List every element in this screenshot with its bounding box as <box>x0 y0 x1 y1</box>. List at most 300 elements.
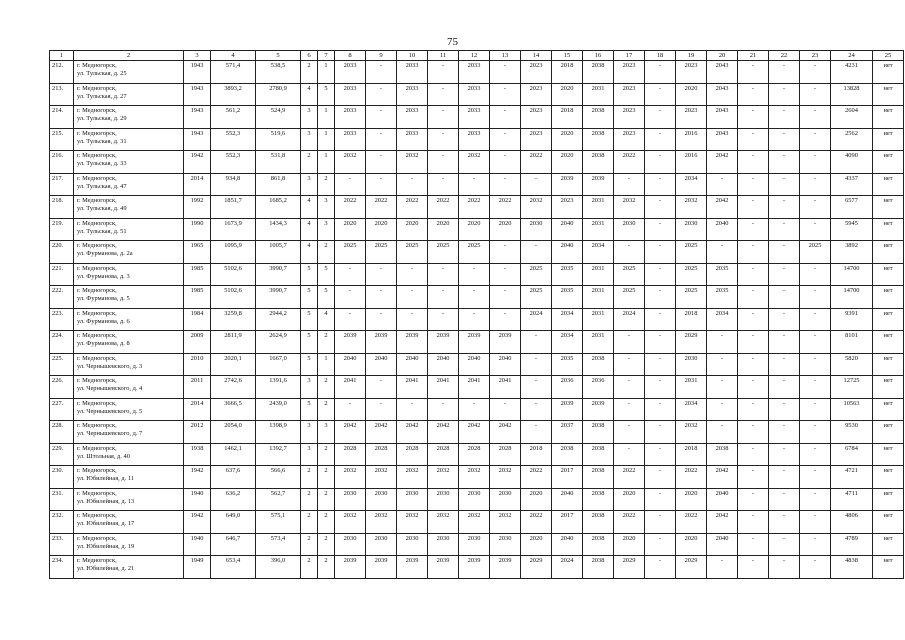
table-cell: - <box>645 488 676 511</box>
address-street: ул. Тульская, д. 49 <box>77 205 127 212</box>
table-cell: 2030 <box>397 488 428 511</box>
table-cell: 2025 <box>676 263 707 286</box>
table-cell: 2029 <box>676 331 707 354</box>
table-cell: 2031 <box>583 286 614 309</box>
table-row <box>50 331 904 354</box>
table-cell: 3 <box>301 376 318 399</box>
table-cell: 5 <box>301 331 318 354</box>
table-cell: - <box>459 286 490 309</box>
table-cell: 2042 <box>707 511 738 534</box>
table-cell: 3666,5 <box>211 398 256 421</box>
table-cell: 5820 <box>831 353 873 376</box>
table-cell: 1 <box>318 61 335 84</box>
table-cell: - <box>490 151 521 174</box>
table-cell: 2039 <box>459 556 490 579</box>
address-city: г. Медногорск, <box>77 512 117 519</box>
table-cell: - <box>645 286 676 309</box>
table-cell: 2025 <box>397 241 428 264</box>
address-cell <box>74 308 184 331</box>
table-cell: - <box>614 241 645 264</box>
table-cell: 2039 <box>397 556 428 579</box>
register-body <box>50 51 904 579</box>
table-cell: 2039 <box>428 556 459 579</box>
table-cell: - <box>769 196 800 219</box>
table-cell: - <box>645 218 676 241</box>
table-cell: 2032 <box>366 511 397 534</box>
column-number-header: 11 <box>428 51 459 61</box>
column-number-header: 16 <box>583 51 614 61</box>
table-cell: нет <box>873 196 904 219</box>
table-row <box>50 241 904 264</box>
table-cell: - <box>428 286 459 309</box>
table-cell: 2030 <box>335 533 366 556</box>
address-city: г. Медногорск, <box>77 444 117 452</box>
table-cell: - <box>366 128 397 151</box>
address-street: ул. Чернышевского, д. 4 <box>77 385 143 392</box>
table-cell: 2041 <box>335 376 366 399</box>
table-cell: 2024 <box>614 308 645 331</box>
table-cell: - <box>800 196 831 219</box>
table-cell: 2020 <box>614 488 645 511</box>
row-number-cell: 224. <box>50 331 74 354</box>
table-cell: 2040 <box>707 533 738 556</box>
table-cell: 573,4 <box>256 533 301 556</box>
table-cell: 2040 <box>335 353 366 376</box>
table-cell: - <box>490 263 521 286</box>
table-cell: 2034 <box>583 241 614 264</box>
table-cell: 2 <box>318 466 335 489</box>
table-cell: - <box>738 263 769 286</box>
table-cell: 1940 <box>184 488 211 511</box>
table-cell: - <box>800 556 831 579</box>
table-cell: 2023 <box>676 106 707 129</box>
table-cell: 636,2 <box>211 488 256 511</box>
table-cell: 2033 <box>335 128 366 151</box>
table-cell: - <box>769 286 800 309</box>
address-cell <box>74 488 184 511</box>
table-cell: 1392,7 <box>256 443 301 466</box>
table-cell: 646,7 <box>211 533 256 556</box>
table-cell: 2038 <box>583 511 614 534</box>
address-cell <box>74 443 184 466</box>
column-number-header: 18 <box>645 51 676 61</box>
table-cell: 2023 <box>521 83 552 106</box>
table-cell: 2025 <box>521 263 552 286</box>
table-cell: - <box>800 151 831 174</box>
table-cell: 2028 <box>459 443 490 466</box>
table-cell: 2040 <box>366 353 397 376</box>
table-cell: - <box>738 128 769 151</box>
table-cell: - <box>645 533 676 556</box>
table-cell: 3893,2 <box>211 83 256 106</box>
table-cell: - <box>428 398 459 421</box>
table-cell: - <box>366 263 397 286</box>
table-cell: 2023 <box>614 128 645 151</box>
table-cell: - <box>521 398 552 421</box>
table-cell: - <box>521 353 552 376</box>
table-cell: 2034 <box>676 398 707 421</box>
table-cell: - <box>769 353 800 376</box>
table-cell: - <box>521 421 552 444</box>
table-cell: - <box>707 421 738 444</box>
table-cell: 2025 <box>614 263 645 286</box>
table-cell: 2014 <box>184 173 211 196</box>
table-cell: 3990,7 <box>256 286 301 309</box>
table-cell: - <box>397 286 428 309</box>
table-cell: 2040 <box>552 241 583 264</box>
table-cell: нет <box>873 421 904 444</box>
table-row <box>50 466 904 489</box>
table-cell: 2032 <box>335 511 366 534</box>
table-cell: 3 <box>318 218 335 241</box>
table-cell: - <box>645 128 676 151</box>
table-cell: 2038 <box>583 533 614 556</box>
table-cell: нет <box>873 331 904 354</box>
address-street: ул. Чернышевского, д. 5 <box>77 407 143 415</box>
table-cell: 2030 <box>366 533 397 556</box>
table-cell: нет <box>873 218 904 241</box>
column-number-header: 10 <box>397 51 428 61</box>
address-street: ул. Тульская, д. 29 <box>77 115 127 122</box>
table-cell: нет <box>873 556 904 579</box>
table-cell: - <box>738 511 769 534</box>
table-cell: 2032 <box>459 466 490 489</box>
table-cell: 2028 <box>335 443 366 466</box>
table-cell: 2043 <box>707 106 738 129</box>
table-cell: - <box>645 466 676 489</box>
table-cell: 2025 <box>614 286 645 309</box>
column-number-header: 2 <box>74 51 184 61</box>
table-cell: нет <box>873 353 904 376</box>
address-city: г. Медногорск, <box>77 197 117 204</box>
address-street: ул. Тульская, д. 25 <box>77 70 127 77</box>
table-cell: - <box>738 218 769 241</box>
table-cell: - <box>769 218 800 241</box>
table-cell: 2604 <box>831 106 873 129</box>
table-cell: 1095,9 <box>211 241 256 264</box>
table-cell: 2039 <box>459 331 490 354</box>
table-cell: 2025 <box>676 286 707 309</box>
table-cell: - <box>738 241 769 264</box>
table-cell: 2030 <box>614 218 645 241</box>
table-cell: 2031 <box>583 331 614 354</box>
table-row <box>50 196 904 219</box>
table-cell: 2020 <box>552 128 583 151</box>
address-cell <box>74 511 184 534</box>
table-cell: 2043 <box>707 83 738 106</box>
address-cell <box>74 376 184 399</box>
table-cell: 2020 <box>552 83 583 106</box>
table-cell: - <box>614 173 645 196</box>
table-cell: 2036 <box>583 376 614 399</box>
table-cell: 2041 <box>459 376 490 399</box>
table-cell: 552,3 <box>211 128 256 151</box>
table-cell: 2 <box>318 241 335 264</box>
table-cell: 1434,3 <box>256 218 301 241</box>
table-cell: 2039 <box>366 331 397 354</box>
table-cell: 2042 <box>707 151 738 174</box>
table-cell: нет <box>873 466 904 489</box>
column-number-header: 1 <box>50 51 74 61</box>
address-city: г. Медногорск, <box>77 107 117 114</box>
table-cell: 2562 <box>831 128 873 151</box>
table-cell: 861,8 <box>256 173 301 196</box>
table-cell: - <box>769 556 800 579</box>
table-row <box>50 308 904 331</box>
table-cell: 2040 <box>552 533 583 556</box>
table-cell: нет <box>873 308 904 331</box>
table-cell: - <box>738 353 769 376</box>
table-cell: - <box>707 241 738 264</box>
table-cell: нет <box>873 376 904 399</box>
table-cell: - <box>335 173 366 196</box>
table-cell: 2032 <box>428 466 459 489</box>
column-number-header: 17 <box>614 51 645 61</box>
address-street: ул. Фурманова, д. 5 <box>77 295 130 302</box>
table-cell: 3259,8 <box>211 308 256 331</box>
table-cell: 2033 <box>459 61 490 84</box>
table-cell: - <box>335 263 366 286</box>
table-cell: 2033 <box>397 106 428 129</box>
table-cell: - <box>800 443 831 466</box>
table-cell: - <box>645 331 676 354</box>
table-cell: 4231 <box>831 61 873 84</box>
table-cell: 2022 <box>459 196 490 219</box>
row-number-cell: 212. <box>50 61 74 84</box>
table-cell: - <box>738 151 769 174</box>
address-city: г. Медногорск, <box>77 557 117 564</box>
table-cell: 2034 <box>552 331 583 354</box>
table-cell: - <box>645 196 676 219</box>
table-cell: 1942 <box>184 466 211 489</box>
table-cell: 4337 <box>831 173 873 196</box>
table-cell: 5 <box>301 398 318 421</box>
table-cell: 2039 <box>552 173 583 196</box>
table-cell: - <box>335 308 366 331</box>
table-cell: 9530 <box>831 421 873 444</box>
table-cell: 2030 <box>676 218 707 241</box>
table-cell: - <box>800 61 831 84</box>
table-cell: - <box>738 106 769 129</box>
table-cell: 1949 <box>184 556 211 579</box>
table-cell: 1943 <box>184 61 211 84</box>
table-cell: 2038 <box>583 106 614 129</box>
table-cell: 2020 <box>552 151 583 174</box>
table-cell: 4721 <box>831 466 873 489</box>
table-cell: 2032 <box>335 151 366 174</box>
table-cell: - <box>800 488 831 511</box>
table-cell: 1673,9 <box>211 218 256 241</box>
table-cell: - <box>738 376 769 399</box>
table-cell: 2 <box>318 376 335 399</box>
table-cell: - <box>459 308 490 331</box>
table-cell: 2032 <box>521 196 552 219</box>
table-cell: 2028 <box>397 443 428 466</box>
address-city: г. Медногорск, <box>77 264 117 272</box>
address-city: г. Медногорск, <box>77 309 117 317</box>
address-cell <box>74 286 184 309</box>
table-cell: 2041 <box>490 376 521 399</box>
table-cell: - <box>738 533 769 556</box>
table-cell: 1940 <box>184 533 211 556</box>
table-cell: - <box>800 106 831 129</box>
row-number-cell: 232. <box>50 511 74 534</box>
table-cell: 1391,6 <box>256 376 301 399</box>
row-number-cell: 231. <box>50 488 74 511</box>
table-cell: 2031 <box>583 196 614 219</box>
table-cell: 2010 <box>184 353 211 376</box>
table-cell: - <box>428 308 459 331</box>
table-cell: 2037 <box>552 421 583 444</box>
table-cell: 2022 <box>676 466 707 489</box>
table-cell: 2028 <box>490 443 521 466</box>
table-cell: - <box>800 466 831 489</box>
table-cell: 2023 <box>521 106 552 129</box>
address-street: ул. Штольная, д. 40 <box>77 452 130 460</box>
table-cell: 2624,9 <box>256 331 301 354</box>
table-cell: 2811,9 <box>211 331 256 354</box>
row-number-cell: 215. <box>50 128 74 151</box>
column-number-header: 4 <box>211 51 256 61</box>
table-cell: - <box>769 421 800 444</box>
table-cell: 2033 <box>459 106 490 129</box>
table-cell: 2023 <box>521 61 552 84</box>
table-cell: 2031 <box>583 308 614 331</box>
address-cell <box>74 241 184 264</box>
address-city: г. Медногорск, <box>77 219 117 227</box>
table-cell: - <box>800 263 831 286</box>
table-cell: - <box>366 308 397 331</box>
table-cell: 2034 <box>707 308 738 331</box>
table-cell: нет <box>873 151 904 174</box>
table-cell: - <box>645 173 676 196</box>
table-cell: 2 <box>318 488 335 511</box>
table-cell: - <box>366 151 397 174</box>
table-cell: 2038 <box>583 488 614 511</box>
table-row <box>50 488 904 511</box>
table-cell: 2439,0 <box>256 398 301 421</box>
table-cell: 2038 <box>583 556 614 579</box>
table-cell: 1 <box>318 106 335 129</box>
table-cell: 2020 <box>459 218 490 241</box>
table-cell: - <box>490 83 521 106</box>
table-cell: 3 <box>301 443 318 466</box>
table-cell: - <box>738 421 769 444</box>
table-cell: 2 <box>318 443 335 466</box>
table-cell: 2043 <box>707 128 738 151</box>
table-row <box>50 61 904 84</box>
table-cell: - <box>769 151 800 174</box>
table-cell: 2028 <box>428 443 459 466</box>
table-cell: - <box>800 218 831 241</box>
table-cell: 2032 <box>335 466 366 489</box>
address-street: ул. Юбилейная, д. 19 <box>77 542 135 550</box>
table-cell: - <box>800 308 831 331</box>
address-street: ул. Тульская, д. 33 <box>77 160 127 167</box>
table-cell: 2035 <box>552 263 583 286</box>
table-cell: - <box>769 308 800 331</box>
page-number: 75 <box>447 36 458 48</box>
table-cell: 2018 <box>676 443 707 466</box>
table-cell: 2033 <box>335 106 366 129</box>
table-cell: - <box>738 308 769 331</box>
table-cell: 2016 <box>676 128 707 151</box>
table-cell: 2038 <box>583 128 614 151</box>
table-cell: - <box>521 331 552 354</box>
table-cell: - <box>335 286 366 309</box>
table-cell: 2020 <box>676 488 707 511</box>
table-cell: - <box>769 376 800 399</box>
address-city: г. Медногорск, <box>77 84 117 92</box>
table-cell: - <box>738 61 769 84</box>
address-street: ул. Юбилейная, д. 11 <box>77 475 134 482</box>
address-street: ул. Фурманова, д. 2а <box>77 250 133 257</box>
table-cell: - <box>707 556 738 579</box>
table-cell: 2024 <box>552 556 583 579</box>
table-cell: 2032 <box>676 196 707 219</box>
table-cell: - <box>769 263 800 286</box>
table-cell: - <box>521 241 552 264</box>
address-street: ул. Фурманова, д. 6 <box>77 317 130 325</box>
table-cell: нет <box>873 241 904 264</box>
column-number-header: 20 <box>707 51 738 61</box>
table-cell: 2034 <box>552 308 583 331</box>
table-cell: нет <box>873 263 904 286</box>
address-street: ул. Юбилейная, д. 21 <box>77 565 135 572</box>
table-cell: 561,2 <box>211 106 256 129</box>
table-cell: 5945 <box>831 218 873 241</box>
table-cell: 4 <box>318 308 335 331</box>
address-street: ул. Чернышевского, д. 7 <box>77 430 143 437</box>
column-number-header: 25 <box>873 51 904 61</box>
row-number-cell: 233. <box>50 533 74 556</box>
table-cell: 1943 <box>184 106 211 129</box>
row-number-cell: 228. <box>50 421 74 444</box>
table-cell: - <box>738 556 769 579</box>
table-cell: 2020 <box>676 83 707 106</box>
table-cell: нет <box>873 511 904 534</box>
row-number-cell: 220. <box>50 241 74 264</box>
table-cell: - <box>645 83 676 106</box>
table-cell: 2020 <box>676 533 707 556</box>
table-cell: 4789 <box>831 533 873 556</box>
table-cell: - <box>800 376 831 399</box>
address-street: ул. Юбилейная, д. 17 <box>77 520 135 527</box>
table-cell: 2030 <box>428 533 459 556</box>
table-cell: 1005,7 <box>256 241 301 264</box>
table-cell: - <box>769 173 800 196</box>
table-cell: - <box>769 398 800 421</box>
table-cell: - <box>490 308 521 331</box>
table-cell: 2038 <box>583 466 614 489</box>
address-cell <box>74 151 184 174</box>
table-cell: - <box>459 398 490 421</box>
table-cell: 5 <box>301 308 318 331</box>
address-cell <box>74 533 184 556</box>
table-cell: 2018 <box>552 106 583 129</box>
row-number-cell: 227. <box>50 398 74 421</box>
table-cell: - <box>769 61 800 84</box>
table-cell: 2 <box>318 173 335 196</box>
table-cell: - <box>800 511 831 534</box>
table-cell: 2038 <box>583 421 614 444</box>
table-cell: 2054,0 <box>211 421 256 444</box>
table-cell: - <box>707 331 738 354</box>
table-cell: - <box>738 331 769 354</box>
column-number-header: 8 <box>335 51 366 61</box>
table-cell: - <box>738 443 769 466</box>
table-cell: 2022 <box>614 151 645 174</box>
